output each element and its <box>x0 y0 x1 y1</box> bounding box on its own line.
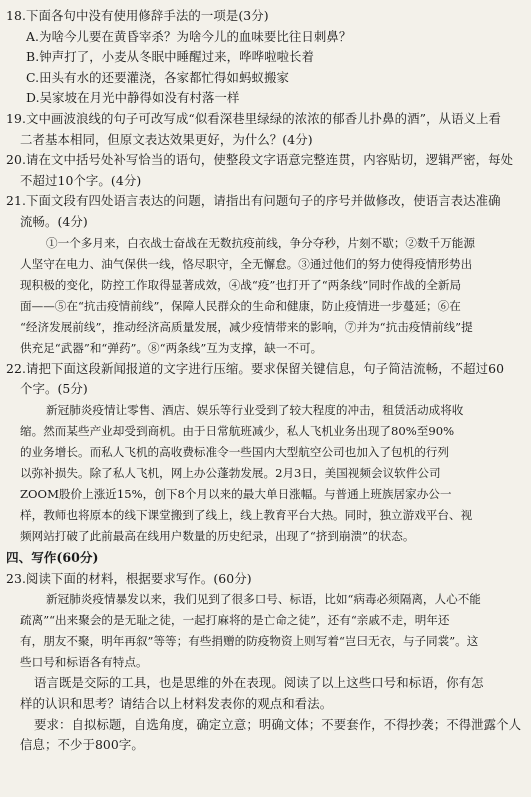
q22-passage-line: ZOOM股价上涨近15%，创下8个月以来的最大单日涨幅。与普通上班族居家办公一 <box>20 486 452 501</box>
q23-para2-line: 样的认识和思考？请结合以上材料发表你的观点和看法。 <box>20 695 333 711</box>
q23-passage-line: 有，朋友不聚，明年再叙”等等；有些捐赠的防疫物资上则写着“岂曰无衣，与子同裳”。这 <box>20 634 479 649</box>
q21-line-1: 21.下面文段有四处语言表达的问题，请指出有问题句子的序号并做修改，使语言表达准确 <box>6 193 501 209</box>
section-heading-writing: 四、写作(60分) <box>6 549 99 565</box>
q22-line-1: 22.请把下面这段新闻报道的文字进行压缩。要求保留关键信息，句子简洁流畅，不超过60 <box>6 360 505 376</box>
q20-line-2: 不超过10个字。(4分) <box>20 172 142 188</box>
q22-passage-line: 以弥补损失。除了私人飞机，网上办公蓬勃发展。2月3日，美国视频会议软件公司 <box>20 465 441 480</box>
q21-passage-line: 现积极的变化，防控工作取得显著成效，④战“疫”也打开了“两条线”同时作战的全新局 <box>20 277 462 292</box>
q21-passage-line: ①一个多月来，白衣战士奋战在无数抗疫前线，争分夺秒，片刻不歇；②数千万能源 <box>46 235 475 250</box>
q22-passage-line: 样，教师也将原本的线下课堂搬到了线上，线上教育平台大热。同时，独立游戏平台、视 <box>20 507 473 522</box>
q22-passage-line: 的业务增长。而私人飞机的高收费标准令一些国内大型航空公司也加入了包机的行列 <box>20 444 449 459</box>
q22-line-2: 个字。(5分) <box>20 381 88 397</box>
q22-passage-line: 频网站打破了此前最高在线用户数量的历史纪录，出现了“挤到崩溃”的状态。 <box>20 528 415 543</box>
q23-passage-line: 疏离”“出来聚会的是无耻之徒，一起打麻将的是亡命之徒”，还有“亲戚不走，明年还 <box>20 613 450 628</box>
q23-requirement-line: 要求：自拟标题，自选角度，确定立意；明确文体；不要套作，不得抄袭；不得泄露个人 <box>34 716 522 732</box>
q18-stem: 18.下面各句中没有使用修辞手法的一项是(3分) <box>6 8 269 23</box>
q21-passage-line: 人坚守在电力、油气保供一线，恪尽职守，全无懈怠。③通过他们的努力使得疫情形势出 <box>20 256 473 271</box>
q18-option-b: B.钟声打了，小麦从冬眠中睡醒过来，哗哗啦啦长着 <box>26 49 315 65</box>
q22-passage-line: 新冠肺炎疫情让零售、酒店、娱乐等行业受到了较大程度的冲击，租赁活动成将收 <box>46 402 464 417</box>
q21-passage-line: 供充足“武器”和“弹药”。⑧“两条线”互为支撑，缺一不可。 <box>20 340 323 355</box>
q18-option-a: A.为啥今儿要在黄昏宰杀？为啥今儿的血味要比往日刺鼻？ <box>26 28 352 44</box>
q21-passage-line: “经济发展前线”，推动经济高质量发展，减少疫情带来的影响，⑦并为“抗击疫情前线”提 <box>20 319 473 334</box>
q21-passage-line: 面——⑤在“抗击疫情前线”，保障人民群众的生命和健康，防止疫情进一步蔓延；⑥在 <box>20 298 461 313</box>
q23-stem: 23.阅读下面的材料，根据要求写作。(60分) <box>6 570 252 586</box>
q23-requirement-line: 信息；不少于800字。 <box>20 737 144 753</box>
q18-option-c: C.田头有水的还要灌浇，各家都忙得如蚂蚁搬家 <box>26 69 289 85</box>
q23-para2-line: 语言既是交际的工具，也是思维的外在表现。阅读了以上这些口号和标语，你有怎 <box>34 675 484 691</box>
q19-line-2: 二者基本相同，但原文表达效果更好，为什么？(4分) <box>20 131 313 147</box>
q19-line-1: 19.文中画波浪线的句子可改写成“似看深巷里绿绿的浓浓的郁香儿扑鼻的酒”，从语义上看 <box>6 110 502 126</box>
q23-passage-line: 新冠肺炎疫情暴发以来，我们见到了很多口号、标语，比如“病毒必须隔离，人心不能 <box>46 592 481 607</box>
q23-passage-line: 些口号和标语各有特点。 <box>20 655 148 670</box>
q18-option-d: D.吴家坡在月光中静得如没有村落一样 <box>26 90 240 106</box>
q21-line-2: 流畅。(4分) <box>20 213 88 229</box>
q22-passage-line: 缩。然而某些产业却受到商机。由于日常航班减少，私人飞机业务出现了80%至90% <box>20 423 455 438</box>
q20-line-1: 20.请在文中括号处补写恰当的语句，使整段文字语意完整连贯，内容贴切，逻辑严密，每处 <box>6 152 514 168</box>
